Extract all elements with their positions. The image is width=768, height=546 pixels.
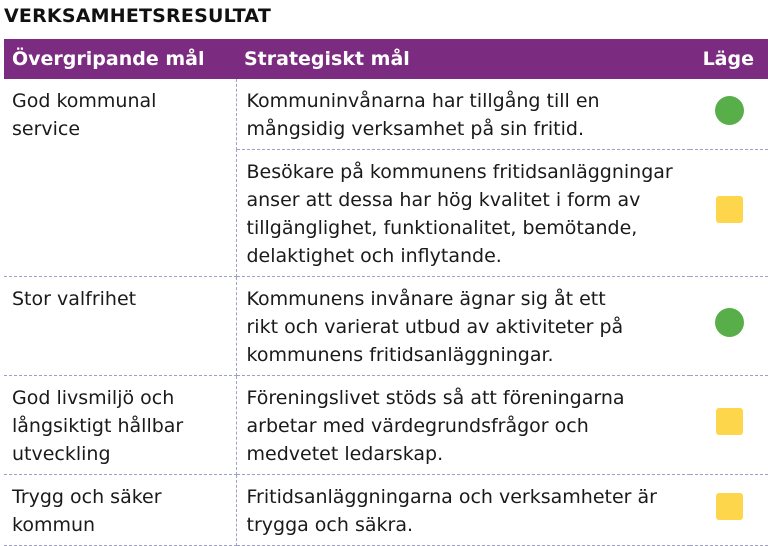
goal-line: Trygg och säker <box>12 486 162 508</box>
strategic-line: Fritidsanläggningarna och verksamheter är <box>246 486 657 508</box>
strategic-cell <box>236 150 690 277</box>
status-yellow-square-icon <box>716 196 743 223</box>
goal-line: God kommunal <box>12 90 157 112</box>
goal-line: kommun <box>12 514 96 536</box>
strategic-line: delaktighet och inflytande. <box>246 245 502 267</box>
strategic-line: trygga och säkra. <box>246 514 414 536</box>
goal-line: Stor valfrihet <box>12 288 137 310</box>
strategic-cell <box>236 79 690 150</box>
strategic-cell <box>236 475 690 546</box>
column-header-goal: Övergripande mål <box>4 39 236 79</box>
table-row <box>4 475 768 546</box>
goal-cell <box>4 79 236 277</box>
strategic-line: kommunens fritidsanläggningar. <box>246 344 554 366</box>
goal-line: långsiktigt hållbar <box>12 415 184 437</box>
table-row <box>4 79 768 150</box>
strategic-line: Kommunens invånare ägnar sig åt ett <box>246 288 606 310</box>
goal-cell <box>4 376 236 475</box>
strategic-line: Kommuninvånarna har tillgång till en <box>246 90 600 112</box>
goal-line: utveckling <box>12 443 111 465</box>
strategic-line: Besökare på kommunens fritidsanläggningar <box>246 161 673 183</box>
column-header-status: Läge <box>690 39 768 79</box>
status-cell <box>690 475 768 546</box>
strategic-cell <box>236 376 690 475</box>
page-title: VERKSAMHETSRESULTAT <box>4 5 272 27</box>
strategic-cell <box>236 277 690 376</box>
goal-cell <box>4 277 236 376</box>
strategic-line: arbetar med värdegrundsfrågor och <box>246 415 589 437</box>
strategic-line: Föreningslivet stöds så att föreningarna <box>246 387 625 409</box>
table-body <box>4 79 768 546</box>
status-cell <box>690 150 768 277</box>
strategic-line: mångsidig verksamhet på sin fritid. <box>246 118 585 140</box>
table-row <box>4 277 768 376</box>
table-header <box>4 39 768 79</box>
table-row <box>4 376 768 475</box>
status-yellow-square-icon <box>716 493 743 520</box>
goal-cell <box>4 475 236 546</box>
strategic-line: medvetet ledarskap. <box>246 443 444 465</box>
status-cell <box>690 79 768 150</box>
status-cell <box>690 376 768 475</box>
status-green-circle-icon <box>715 308 744 337</box>
strategic-line: tillgänglighet, funktionalitet, bemötande, <box>246 217 638 239</box>
goal-line: God livsmiljö och <box>12 387 175 409</box>
status-cell <box>690 277 768 376</box>
column-header-strategic: Strategiskt mål <box>236 39 690 79</box>
results-table <box>4 39 768 546</box>
goal-line: service <box>12 118 81 140</box>
strategic-line: rikt och varierat utbud av aktiviteter på <box>246 316 624 338</box>
status-yellow-square-icon <box>716 408 743 435</box>
status-green-circle-icon <box>715 96 744 125</box>
strategic-line: anser att dessa har hög kvalitet i form av <box>246 189 641 211</box>
